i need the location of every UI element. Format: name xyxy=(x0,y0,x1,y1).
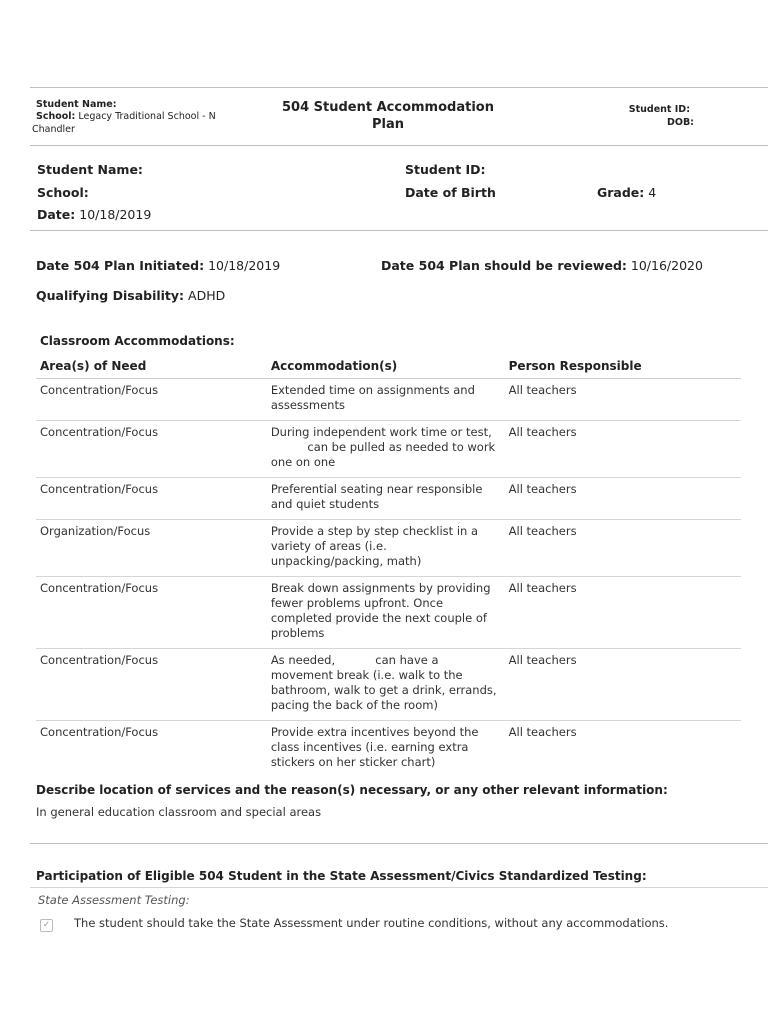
cell-person: All teachers xyxy=(508,725,577,739)
location-bottom-rule xyxy=(30,843,768,844)
cell-accommodation: Preferential seating near responsible and quiet students xyxy=(267,478,505,520)
cell-area: Concentration/Focus xyxy=(40,725,159,739)
cell-accommodation: Break down assignments by providing fewer problems upfront. Once completed provide the next couple of problems xyxy=(267,577,505,649)
check-icon: ✓ xyxy=(42,920,51,930)
plan-initiated-value: 10/18/2019 xyxy=(208,258,281,273)
table-row xyxy=(36,721,741,778)
header-school xyxy=(36,111,216,122)
cell-person: All teachers xyxy=(505,577,741,649)
testing-title: Participation of Eligible 504 Student in the State Assessment/Civics Standardized Testing: xyxy=(36,869,647,883)
table-row xyxy=(36,478,741,520)
info-student-id-label: Student ID: xyxy=(405,162,486,177)
info-bottom-rule xyxy=(30,230,768,231)
cell-accommodation: During independent work time or test, can be pulled as needed to work one on one xyxy=(267,421,505,478)
testing-subtitle: State Assessment Testing: xyxy=(38,893,190,907)
table-row xyxy=(36,649,741,721)
cell-person: All teachers xyxy=(505,421,741,478)
plan-disability-label: Qualifying Disability: xyxy=(36,288,185,303)
header-bottom-rule xyxy=(30,145,768,146)
header-school-value: Legacy Traditional School - N xyxy=(78,111,216,122)
accommodations-section-title: Classroom Accommodations: xyxy=(40,334,235,348)
cell-person: All teachers xyxy=(505,478,741,520)
page-title-line2: Plan xyxy=(371,117,404,132)
table-row xyxy=(36,577,741,649)
header-student-name-label: Student Name: xyxy=(36,99,117,110)
cell-person: All teachers xyxy=(505,520,741,577)
cell-area: Concentration/Focus xyxy=(36,649,267,721)
info-date xyxy=(37,207,151,222)
location-label: Describe location of services and the reason(s) necessary, or any other relevant information: xyxy=(36,783,668,797)
header-student-id-label: Student ID: xyxy=(628,104,690,115)
column-header-person: Person Responsible xyxy=(505,356,741,379)
cell-area: Organization/Focus xyxy=(36,520,267,577)
info-dob-label: Date of Birth xyxy=(405,185,496,200)
location-value: In general education classroom and special areas xyxy=(36,805,322,819)
cell-area: Concentration/Focus xyxy=(36,478,267,520)
header-school-label: School: xyxy=(36,111,76,122)
info-grade-value: 4 xyxy=(648,185,657,200)
cell-accommodation: Provide extra incentives beyond the class incentives (i.e. earning extra stickers on her sticker chart) xyxy=(270,725,479,769)
table-row xyxy=(36,520,741,577)
plan-disability xyxy=(36,288,225,303)
plan-review-label: Date 504 Plan should be reviewed: xyxy=(381,258,627,273)
testing-title-rule xyxy=(30,887,768,888)
info-grade-label: Grade: xyxy=(597,185,645,200)
table-row xyxy=(36,379,741,421)
accommodations-table xyxy=(36,356,741,777)
info-date-value: 10/18/2019 xyxy=(79,207,152,222)
header-top-rule xyxy=(30,87,768,88)
cell-area: Concentration/Focus xyxy=(36,577,267,649)
cell-person: All teachers xyxy=(505,649,741,721)
plan-initiated-label: Date 504 Plan Initiated: xyxy=(36,258,205,273)
table-row xyxy=(36,421,741,478)
accommodations-header-row xyxy=(36,356,741,379)
state-assessment-checkbox[interactable] xyxy=(40,919,53,932)
info-student-name-label: Student Name: xyxy=(37,162,143,177)
plan-initiated xyxy=(36,258,280,273)
info-grade xyxy=(597,185,656,200)
cell-accommodation: As needed, can have a movement break (i.e. walk to the bathroom, walk to get a drink, errands, pacing the back of the room) xyxy=(267,649,505,721)
page-title xyxy=(268,99,508,133)
page-title-line1: 504 Student Accommodation xyxy=(282,100,494,115)
cell-area: Concentration/Focus xyxy=(36,421,267,478)
plan-review-value: 10/16/2020 xyxy=(630,258,703,273)
cell-accommodation: Provide a step by step checklist in a variety of areas (i.e. unpacking/packing, math) xyxy=(267,520,505,577)
header-dob-label: DOB: xyxy=(666,117,694,128)
cell-area: Concentration/Focus xyxy=(36,379,267,421)
testing-option-text: The student should take the State Assessment under routine conditions, without any accommodations. xyxy=(74,916,669,930)
header-school-value-cont: Chandler xyxy=(32,124,75,135)
plan-disability-value: ADHD xyxy=(188,288,226,303)
plan-review xyxy=(381,258,703,273)
cell-person: All teachers xyxy=(505,379,741,421)
info-school-label: School: xyxy=(37,185,89,200)
info-date-label: Date: xyxy=(37,207,76,222)
cell-accommodation: Extended time on assignments and assessments xyxy=(267,379,505,421)
column-header-accommodation: Accommodation(s) xyxy=(267,356,505,379)
column-header-area: Area(s) of Need xyxy=(36,356,267,379)
